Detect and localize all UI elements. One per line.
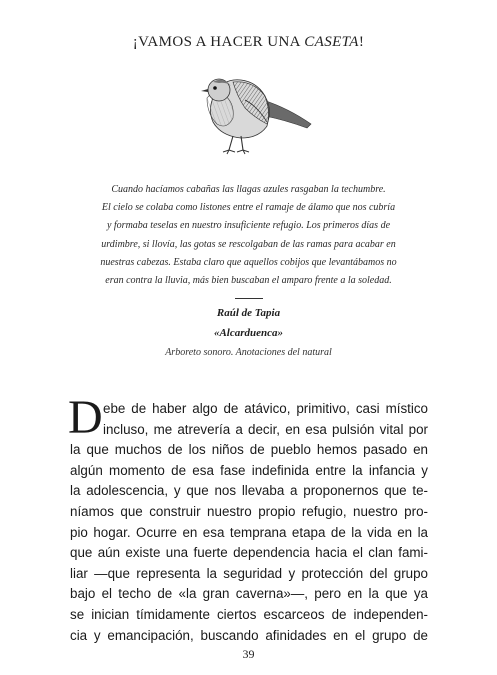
epigraph-source: Arboreto sonoro. Anotaciones del natural bbox=[165, 347, 332, 358]
chapter-title bbox=[0, 34, 497, 51]
epigraph-line: Cuando hacíamos cabañas las llagas azules rasgaban la techumbre. bbox=[111, 184, 386, 195]
page-number: 39 bbox=[242, 647, 255, 661]
epigraph-line: El cielo se colaba como listones entre el ramaje de álamo que nos cubría bbox=[101, 202, 396, 214]
epigraph-work: «Alcarduenca» bbox=[213, 327, 284, 339]
body-line: algún momento de esa fase indefinida entre la infancia y bbox=[70, 462, 428, 478]
body-line: la que muchos de los niños de pueblo hemos pasado en bbox=[70, 442, 428, 458]
drop-cap: D bbox=[68, 391, 103, 444]
body-line: se inician tímidamente ciertos escarceos de independen- bbox=[70, 606, 428, 622]
chapter-title-prefix: ¡VAMOS A HACER UNA bbox=[132, 34, 305, 50]
epigraph-line: eran contra la lluvia, más bien buscaban el amparo frente a la soledad. bbox=[105, 275, 392, 287]
body-paragraph bbox=[70, 399, 428, 646]
epigraph-quote bbox=[95, 181, 402, 290]
separator-rule bbox=[235, 298, 263, 299]
body-line: que aún existe una fuerte dependencia hacia el clan fami- bbox=[70, 545, 428, 561]
body-line: liar —que representa la seguridad y protección del grupo bbox=[70, 565, 428, 581]
body-line: níamos que construir nuestro propio refugio, nuestro pro- bbox=[70, 503, 428, 519]
body-line: cia y emancipación, buscando afinidades en el grupo de bbox=[70, 627, 428, 643]
body-line: pio hogar. Ocurre en esa temprana etapa de la vida en la bbox=[70, 524, 428, 540]
body-line: incluso, me atrevería a decir, en esa pulsión vital por bbox=[103, 421, 428, 437]
epigraph-line: y formaba teselas en nuestro insuficiente refugio. Los primeros días de bbox=[106, 220, 391, 232]
chapter-title-suffix: ! bbox=[358, 34, 365, 50]
epigraph-line: urdimbre, si llovía, las gotas se rescolgaban de las ramas para acabar en bbox=[101, 238, 396, 250]
body-line: la adolescencia, y que nos llevaba a proponernos que te- bbox=[70, 483, 428, 499]
body-line: ebe de haber algo de atávico, primitivo, casi místico bbox=[103, 401, 428, 416]
chapter-title-italic: CASETA bbox=[304, 34, 359, 50]
robin-bird-illustration bbox=[193, 72, 313, 160]
body-line: bajo el techo de «la gran caverna»—, pero en la que ya bbox=[70, 586, 428, 602]
epigraph-author: Raúl de Tapia bbox=[216, 307, 281, 319]
epigraph-line: nuestras cabezas. Estaba claro que aquellos cobijos que levantábamos no bbox=[100, 256, 397, 268]
